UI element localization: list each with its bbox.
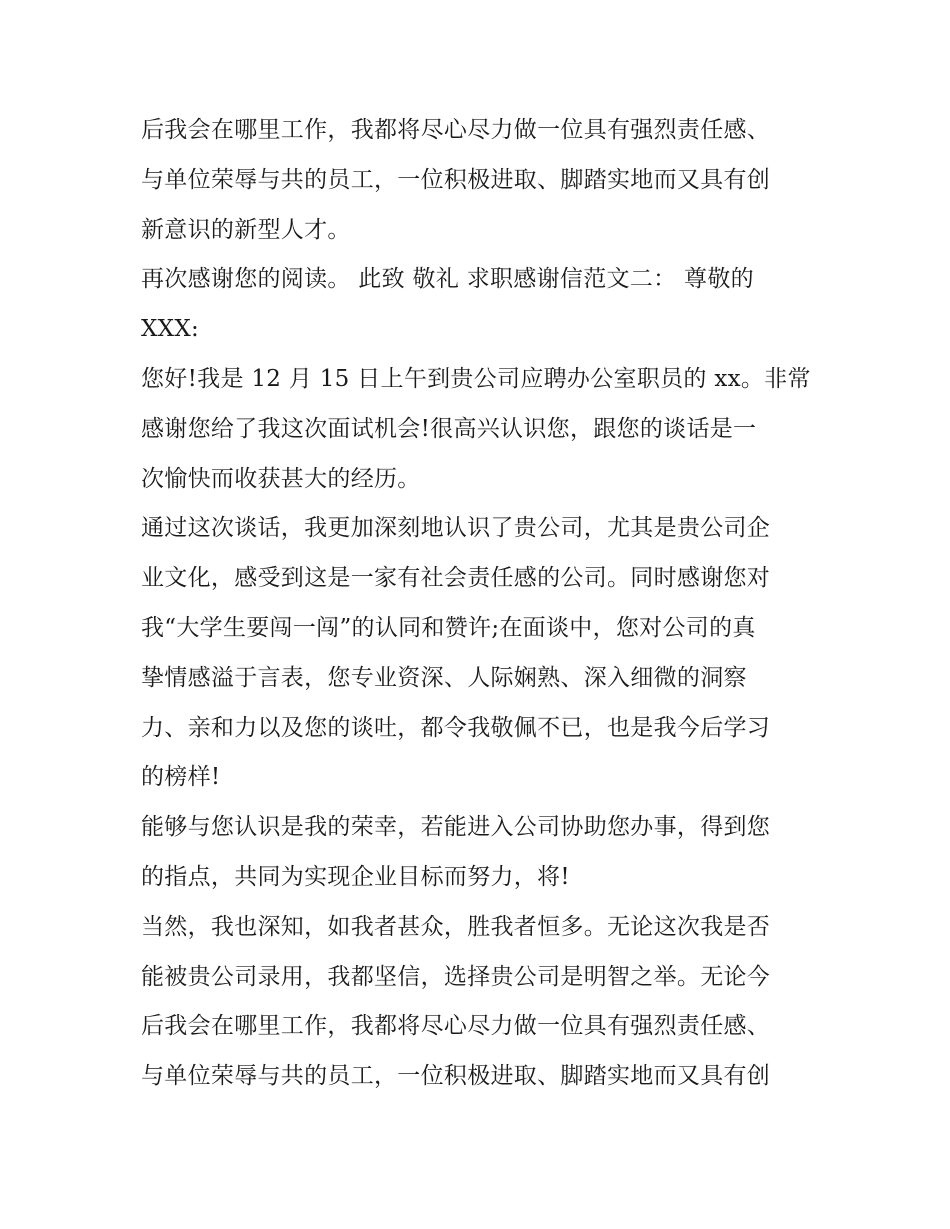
letter-body [141,106,821,1102]
text-line: 力、亲和力以及您的谈吐，都令我敬佩不已，也是我今后学习 [141,714,771,741]
text-line: 能够与您认识是我的荣幸，若能进入公司协助您办事，得到您 [141,814,771,841]
text-line: 新意识的新型人才。 [141,216,351,243]
text-line: 后我会在哪里工作，我都将尽心尽力做一位具有强烈责任感、 [141,1013,771,1040]
text-line: 感谢您给了我这次面试机会!很高兴认识您，跟您的谈话是一 [141,415,757,442]
text-line: 后我会在哪里工作，我都将尽心尽力做一位具有强烈责任感、 [141,117,771,143]
text-line: 的榜样! [141,764,221,791]
text-line: 与单位荣辱与共的员工，一位积极进取、脚踏实地而又具有创 [141,166,771,193]
text-line: 通过这次谈话，我更加深刻地认识了贵公司，尤其是贵公司企 [141,515,771,542]
text-line: 挚情感溢于言表，您专业资深、人际娴熟、深入细微的洞察 [141,664,747,691]
text-line: 当然，我也深知，如我者甚众，胜我者恒多。无论这次我是否 [141,913,771,940]
text-line: 我“大学生要闯一闯”的认同和赞许;在面谈中，您对公司的真 [141,614,756,641]
text-line: 的指点，共同为实现企业目标而努力，将! [141,863,570,890]
text-line: 再次感谢您的阅读。 此致 敬礼 求职感谢信范文二： 尊敬的 [141,266,754,293]
text-line: 能被贵公司录用，我都坚信，选择贵公司是明智之举。无论今 [141,963,771,990]
text-line: 业文化，感受到这是一家有社会责任感的公司。同时感谢您对 [141,565,771,592]
text-line: 您好!我是 12 月 15 日上午到贵公司应聘办公室职员的 xx。非常 [141,365,811,392]
text-line: 与单位荣辱与共的员工，一位积极进取、脚踏实地而又具有创 [141,1063,771,1090]
text-line: XXX: [141,316,200,343]
text-line: 次愉快而收获甚大的经历。 [141,465,421,492]
